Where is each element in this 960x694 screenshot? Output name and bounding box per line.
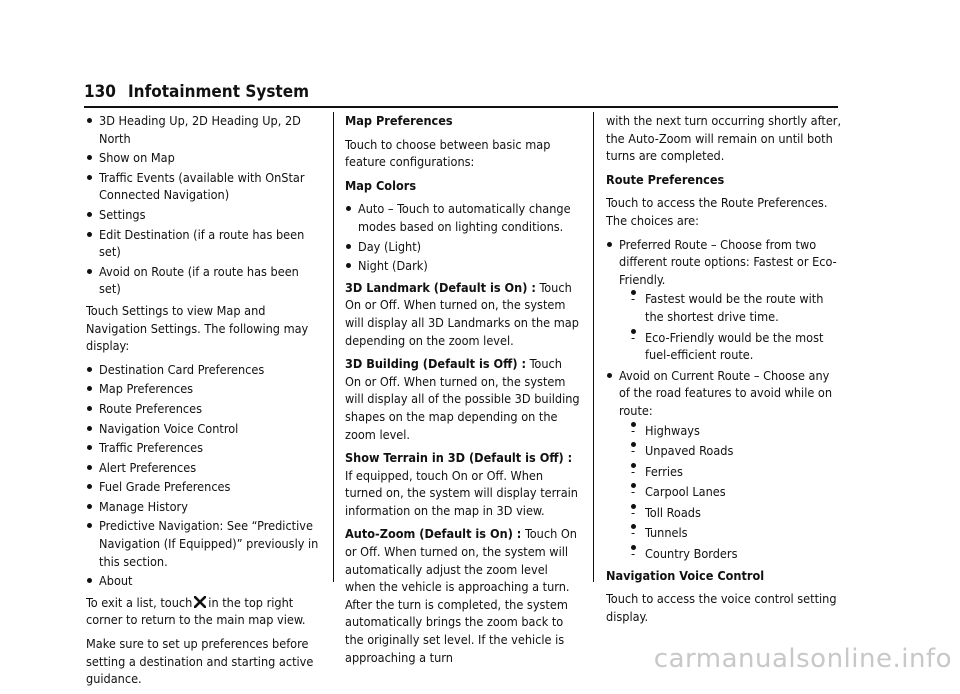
landmark-text: Touch On or Off. When turned on, the system will display all 3D Landmarks on the map depending on the zoom level. [345,279,579,348]
list-item: Show on Map [86,149,324,167]
list-item: Manage History [86,498,324,516]
close-x-icon [194,596,206,608]
list-item: 3D Heading Up, 2D Heading Up, 2D North [86,112,324,147]
autozoom-paragraph [345,525,581,666]
list-item: Alert Preferences [86,459,324,477]
sublist-item: - Country Borders [631,545,842,563]
sublist-item: - Carpool Lanes [631,483,842,501]
list-item: Destination Card Preferences [86,361,324,379]
list-item: Predictive Navigation: See “Predictive Navigation (If Equipped)” previously in this section. [86,517,324,570]
building-text: Touch On or Off. When turned on, the system will display all of the possible 3D building shapes on the map depending on the zoom level. [345,356,580,442]
terrain-paragraph [345,449,581,519]
voice-control-text: Touch to access the voice control setting display. [606,591,837,624]
sublist-item: - Fastest would be the route with the shortest drive time. [631,290,842,325]
section-title: Infotainment System [128,82,310,102]
list-item [606,367,842,563]
list-item: Fuel Grade Preferences [86,478,324,496]
list-item: Traffic Events (available with OnStar Connected Navigation) [86,169,324,204]
autozoom-label: Auto-Zoom (Default is On) : [345,526,522,542]
building-paragraph [345,355,581,443]
sublist-item: - Unpaved Roads [631,442,842,460]
map-preferences-text: Touch to choose between basic map feature configurations: [345,136,551,170]
view-options-list [86,112,324,298]
list-item: Auto – Touch to automatically change modes based on lighting conditions. [345,200,581,235]
list-item: Avoid on Route (if a route has been set) [86,263,324,298]
landmark-label: 3D Landmark (Default is On) : [345,279,536,295]
sublist-item: - Ferries [631,463,842,481]
autozoom-continued: with the next turn occurring shortly after, the Auto-Zoom will remain on until both turns are completed. [606,113,842,164]
autozoom-text: Touch On or Off. When turned on, the system will automatically adjust the zoom level when the vehicle is approaching a turn. After the turn is completed, the system automatically brings the zoom back to the originally set level. If the vehicle is approaching a turn [345,526,577,665]
list-item: About [86,572,324,590]
list-item: Navigation Voice Control [86,420,324,438]
avoid-route-text: Avoid on Current Route – Choose any of the road features to avoid while on route: [619,367,833,418]
route-preferences-text: Touch to access the Route Preferences. The choices are: [606,195,828,228]
page-number: 130 [84,82,116,102]
route-preferences-heading: Route Preferences [606,171,725,187]
page-header [84,80,838,108]
terrain-text: If equipped, touch On or Off. When turned on, the system will display terrain information on the map in 3D view. [345,467,578,518]
exit-text-after: in the top right corner to return to the main map view. [86,594,306,628]
column-2 [345,112,581,672]
preferred-route-sublist [619,290,842,363]
watermark: carmanualsonline.info [653,644,952,674]
preferred-route-text: Preferred Route – Choose from two different route options: Fastest or Eco-Friendly. [619,236,837,287]
sublist-item: - Tunnels [631,524,842,542]
building-label: 3D Building (Default is Off) : [345,356,526,372]
terrain-label: Show Terrain in 3D (Default is Off) : [345,450,573,466]
settings-intro: Touch Settings to view Map and Navigation Settings. The following may display: [86,302,309,354]
column-divider-2 [593,112,594,582]
map-colors-list [345,200,581,274]
sublist-item: - Toll Roads [631,504,842,522]
voice-control-heading: Navigation Voice Control [606,567,765,583]
list-item: Map Preferences [86,380,324,398]
route-options-list [606,236,842,563]
list-item: Route Preferences [86,400,324,418]
landmark-paragraph [345,279,581,349]
preferences-note: Make sure to set up preferences before setting a destination and starting active guidance. [86,636,314,687]
list-item: Traffic Preferences [86,439,324,457]
list-item: Day (Light) [345,238,581,256]
sublist-item: - Eco-Friendly would be the most fuel-efficient route. [631,329,842,364]
column-3 [606,112,842,631]
sublist-item: - Highways [631,422,842,440]
exit-instruction [86,594,324,629]
exit-text-before: To exit a list, touch [86,594,193,610]
map-preferences-heading: Map Preferences [345,113,453,128]
column-1 [86,112,324,694]
settings-list [86,361,324,590]
list-item [606,236,842,364]
avoid-route-sublist [619,422,842,563]
list-item: Edit Destination (if a route has been set) [86,226,324,261]
list-item: Settings [86,206,324,224]
list-item: Night (Dark) [345,257,581,275]
map-colors-heading: Map Colors [345,177,417,193]
column-divider-1 [333,112,334,582]
